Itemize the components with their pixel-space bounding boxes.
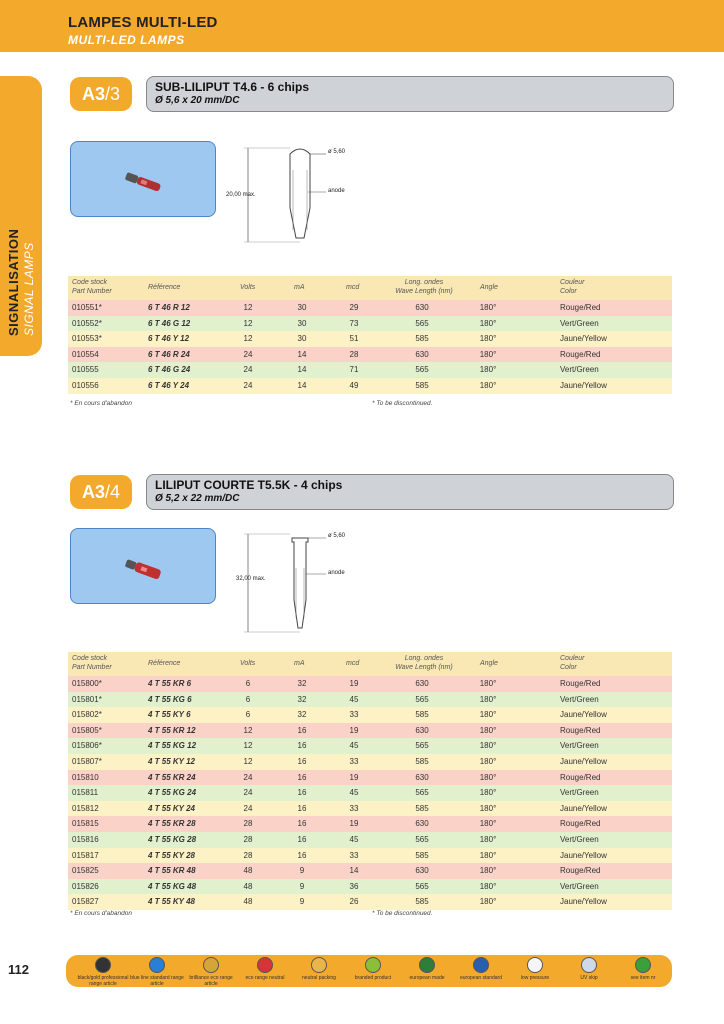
cell-ref: 4 T 55 KY 12 [148, 756, 195, 766]
legend-icon [95, 957, 111, 973]
col-code [72, 278, 112, 296]
product-photo [70, 528, 216, 604]
cell-angle: 180° [479, 850, 497, 860]
legend-label: european made [409, 975, 445, 981]
cell-color: Rouge/Red [560, 349, 601, 359]
cell-volts: 6 [245, 679, 251, 688]
table-row [68, 723, 672, 739]
cell-mcd: 51 [349, 334, 359, 344]
table-row [68, 770, 672, 786]
cell-color: Rouge/Red [560, 772, 601, 782]
cell-wave: 585 [415, 803, 429, 813]
table-row [68, 331, 672, 347]
cell-ref: 4 T 55 KR 6 [148, 679, 192, 688]
diameter-label: ø 5,60 [328, 149, 346, 155]
cell-code: 015806* [72, 741, 102, 751]
cell-angle: 180° [479, 710, 497, 720]
col-wave [384, 654, 464, 672]
col-mcd: mcd [346, 660, 360, 667]
cell-mcd: 19 [349, 772, 359, 782]
note-fr: * En cours d'abandon [70, 910, 132, 917]
table-row [68, 692, 672, 708]
legend-item [346, 957, 400, 981]
col-code-fr: Code stock [72, 655, 108, 662]
legend-label: neutral packing [302, 975, 336, 981]
col-wave-fr: Long. ondes [404, 655, 444, 662]
section-dims: Ø 5,6 x 20 mm/DC [155, 95, 240, 106]
table-row [68, 362, 672, 378]
cell-angle: 180° [479, 866, 497, 876]
cell-mcd: 33 [349, 850, 359, 860]
cell-ma: 16 [297, 788, 307, 798]
cell-angle: 180° [479, 819, 497, 829]
col-volts: Volts [240, 284, 256, 291]
cell-color: Jaune/Yellow [560, 710, 607, 720]
cell-angle: 180° [479, 349, 497, 359]
legend-item [616, 957, 670, 981]
cell-wave: 585 [415, 850, 429, 860]
cell-ma: 16 [297, 756, 307, 766]
cell-code: 015827 [72, 897, 99, 907]
cell-code: 010556 [72, 380, 99, 390]
cell-ma: 16 [297, 772, 307, 782]
length-label: 32,00 max. [236, 576, 266, 582]
cell-ref: 4 T 55 KY 28 [148, 850, 195, 860]
side-tab-title: SIGNALISATION [6, 228, 21, 336]
note-en: * To be discontinued. [372, 400, 433, 407]
legend-icon [419, 957, 435, 973]
col-code-en: Part Number [72, 288, 112, 295]
cell-wave: 565 [415, 365, 429, 375]
cell-mcd: 36 [349, 881, 359, 891]
cell-ma: 16 [297, 803, 307, 813]
cell-ref: 4 T 55 KY 48 [148, 897, 195, 907]
cell-volts: 12 [243, 334, 253, 344]
cell-mcd: 71 [349, 365, 359, 375]
cell-angle: 180° [479, 897, 497, 907]
cell-wave: 585 [415, 756, 429, 766]
cell-color: Rouge/Red [560, 679, 601, 688]
cell-wave: 585 [415, 897, 429, 907]
col-wave-fr: Long. ondes [404, 279, 444, 286]
table-row [68, 801, 672, 817]
cell-angle: 180° [479, 679, 497, 688]
cell-angle: 180° [479, 318, 497, 328]
page-header [0, 0, 724, 52]
legend-icon [311, 957, 327, 973]
cell-angle: 180° [479, 788, 497, 798]
cell-angle: 180° [479, 380, 497, 390]
col-ref: Référence [148, 660, 181, 667]
table-row [68, 378, 672, 394]
legend-label: UV skip [580, 975, 598, 981]
table-row [68, 707, 672, 723]
cell-ma: 14 [297, 365, 307, 375]
cell-ref: 4 T 55 KR 12 [148, 725, 196, 735]
cell-code: 015802* [72, 710, 102, 720]
cell-ref: 4 T 55 KG 24 [148, 788, 197, 798]
cell-ma: 30 [297, 334, 307, 344]
cell-color: Jaune/Yellow [560, 803, 607, 813]
cell-color: Vert/Green [560, 365, 599, 375]
section-name: SUB-LILIPUT T4.6 - 6 chips [155, 80, 310, 94]
table-row [68, 754, 672, 770]
note-fr: * En cours d'abandon [70, 400, 132, 407]
cell-color: Jaune/Yellow [560, 850, 607, 860]
cell-ma: 32 [297, 694, 307, 704]
col-color-fr: Couleur [560, 279, 585, 286]
cell-code: 010554 [72, 349, 99, 359]
cell-code: 010551* [72, 303, 102, 312]
cell-ref: 4 T 55 KG 12 [148, 741, 197, 751]
table-row [68, 300, 672, 316]
cell-ma: 32 [297, 679, 307, 688]
legend-label: low pressure [520, 975, 550, 981]
legend-item [562, 957, 616, 981]
cell-angle: 180° [479, 725, 497, 735]
badge-main: A3 [81, 84, 105, 104]
note-en: * To be discontinued. [372, 910, 433, 917]
cell-wave: 585 [415, 334, 429, 344]
cell-code: 015805* [72, 725, 102, 735]
table-header [68, 276, 672, 300]
cell-wave: 630 [415, 349, 429, 359]
cell-mcd: 19 [349, 679, 359, 688]
legend-label: eco range neutral [245, 975, 285, 981]
lamp-photo-icon [71, 529, 215, 603]
cell-wave: 565 [415, 834, 429, 844]
cell-ref: 6 T 46 R 24 [148, 349, 190, 359]
cell-volts: 24 [243, 365, 253, 375]
table-row [68, 879, 672, 895]
legend-icon [527, 957, 543, 973]
cell-ma: 9 [299, 881, 305, 891]
cell-volts: 6 [245, 694, 251, 704]
cell-color: Rouge/Red [560, 866, 601, 876]
cell-ref: 6 T 46 R 12 [148, 303, 190, 312]
cell-code: 015810 [72, 772, 99, 782]
col-ma: mA [294, 284, 305, 291]
cell-code: 015826 [72, 881, 99, 891]
table-row [68, 816, 672, 832]
cell-ref: 6 T 46 Y 12 [148, 334, 190, 344]
table-row [68, 894, 672, 910]
cell-angle: 180° [479, 756, 497, 766]
cell-volts: 24 [243, 349, 253, 359]
cell-volts: 12 [243, 318, 253, 328]
cell-volts: 24 [243, 788, 253, 798]
cell-wave: 630 [415, 725, 429, 735]
cell-angle: 180° [479, 803, 497, 813]
cell-mcd: 45 [349, 834, 359, 844]
cell-mcd: 29 [349, 303, 359, 312]
cell-volts: 12 [243, 756, 253, 766]
cell-ma: 16 [297, 725, 307, 735]
cell-color: Vert/Green [560, 694, 599, 704]
cell-ma: 16 [297, 834, 307, 844]
anode-label: anode [328, 570, 345, 576]
cell-ma: 9 [299, 866, 305, 876]
cell-volts: 24 [243, 803, 253, 813]
cell-code: 010553* [72, 334, 102, 344]
cell-ref: 4 T 55 KR 48 [148, 866, 196, 876]
cell-color: Vert/Green [560, 741, 599, 751]
cell-angle: 180° [479, 303, 497, 312]
cell-mcd: 14 [349, 866, 359, 876]
cell-angle: 180° [479, 881, 497, 891]
cell-color: Vert/Green [560, 881, 599, 891]
cell-volts: 28 [243, 819, 253, 829]
legend-item [130, 957, 184, 987]
legend-label: black/gold professional range article [77, 975, 129, 987]
table-row [68, 832, 672, 848]
legend-label: branded product [354, 975, 392, 981]
col-volts: Volts [240, 660, 256, 667]
legend-icon [365, 957, 381, 973]
col-angle: Angle [480, 660, 498, 667]
section-title-box [146, 76, 674, 112]
cell-wave: 630 [415, 772, 429, 782]
page-number: 112 [8, 962, 29, 977]
legend-icon [149, 957, 165, 973]
cell-volts: 28 [243, 834, 253, 844]
col-mcd: mcd [346, 284, 360, 291]
cell-code: 010555 [72, 365, 99, 375]
cell-wave: 630 [415, 303, 429, 312]
cell-ma: 9 [299, 897, 305, 907]
cell-wave: 630 [415, 679, 429, 688]
cell-volts: 6 [245, 710, 251, 720]
cell-code: 015800* [72, 679, 102, 688]
cell-mcd: 45 [349, 788, 359, 798]
col-color [560, 654, 585, 672]
spec-table [68, 276, 672, 394]
section-dims: Ø 5,2 x 22 mm/DC [155, 493, 240, 504]
cell-color: Jaune/Yellow [560, 897, 607, 907]
cell-volts: 12 [243, 303, 253, 312]
table-row [68, 347, 672, 363]
cell-wave: 565 [415, 694, 429, 704]
cell-code: 015811 [72, 788, 99, 798]
col-color-fr: Couleur [560, 655, 585, 662]
cell-ref: 4 T 55 KR 24 [148, 772, 196, 782]
cell-volts: 24 [243, 772, 253, 782]
page-title: LAMPES MULTI-LED [68, 14, 218, 31]
legend-item [184, 957, 238, 987]
legend-item [508, 957, 562, 981]
cell-wave: 565 [415, 318, 429, 328]
col-wave-en: Wave Length (nm) [395, 664, 453, 671]
cell-ref: 4 T 55 KR 28 [148, 819, 196, 829]
col-wave-en: Wave Length (nm) [395, 288, 453, 295]
cell-angle: 180° [479, 365, 497, 375]
col-color [560, 278, 585, 296]
anode-label: anode [328, 188, 345, 194]
legend-icon [473, 957, 489, 973]
col-wave [384, 278, 464, 296]
cell-wave: 585 [415, 710, 429, 720]
lamp-drawing [230, 528, 370, 643]
cell-ma: 14 [297, 349, 307, 359]
legend-item [238, 957, 292, 981]
badge-main: A3 [81, 482, 105, 502]
cell-code: 015817 [72, 850, 99, 860]
cell-mcd: 73 [349, 318, 359, 328]
cell-ma: 14 [297, 380, 307, 390]
spec-table [68, 652, 672, 910]
legend-icon [257, 957, 273, 973]
col-ref: Référence [148, 284, 181, 291]
legend-item [292, 957, 346, 981]
diameter-label: ø 5,60 [328, 533, 346, 539]
cell-wave: 565 [415, 741, 429, 751]
legend-label: blue line standard range article [130, 975, 184, 987]
cell-color: Vert/Green [560, 788, 599, 798]
cell-mcd: 26 [349, 897, 359, 907]
legend-icon [203, 957, 219, 973]
legend-item [454, 957, 508, 981]
cell-code: 015801* [72, 694, 102, 704]
cell-angle: 180° [479, 772, 497, 782]
cell-ref: 4 T 55 KG 48 [148, 881, 197, 891]
legend-item [400, 957, 454, 981]
cell-volts: 24 [243, 380, 253, 390]
badge-sub: /4 [105, 482, 121, 502]
cell-mcd: 49 [349, 380, 359, 390]
section-title-box [146, 474, 674, 510]
cell-code: 015812 [72, 803, 99, 813]
lamp-photo-icon [71, 142, 215, 216]
length-label: 20,00 max. [226, 192, 256, 198]
side-tab-subtitle: SIGNAL LAMPS [22, 242, 36, 336]
table-row [68, 316, 672, 332]
cell-angle: 180° [479, 741, 497, 751]
cell-mcd: 28 [349, 349, 359, 359]
table-row [68, 848, 672, 864]
cell-code: 010552* [72, 318, 102, 328]
legend-label: see item nr [630, 975, 656, 981]
cell-ma: 30 [297, 318, 307, 328]
cell-mcd: 45 [349, 741, 359, 751]
cell-volts: 12 [243, 741, 253, 751]
section-name: LILIPUT COURTE T5.5K - 4 chips [155, 478, 343, 492]
cell-color: Jaune/Yellow [560, 756, 607, 766]
table-body [68, 300, 672, 394]
cell-ref: 6 T 46 Y 24 [148, 380, 190, 390]
cell-color: Vert/Green [560, 318, 599, 328]
legend-label: european standard [460, 975, 502, 981]
cell-mcd: 19 [349, 725, 359, 735]
cell-ref: 4 T 55 KY 6 [148, 710, 191, 720]
lamp-drawing [226, 140, 370, 255]
legend-label: brilliance eco range article [189, 975, 233, 987]
cell-color: Rouge/Red [560, 725, 601, 735]
cell-volts: 12 [243, 725, 253, 735]
cell-angle: 180° [479, 694, 497, 704]
page-subtitle: MULTI-LED LAMPS [68, 33, 185, 47]
legend-item [76, 957, 130, 987]
cell-mcd: 33 [349, 803, 359, 813]
col-ma: mA [294, 660, 305, 667]
cell-ma: 16 [297, 741, 307, 751]
cell-code: 015825 [72, 866, 99, 876]
legend-icon [635, 957, 651, 973]
cell-ma: 30 [297, 303, 307, 312]
table-row [68, 785, 672, 801]
cell-ma: 16 [297, 850, 307, 860]
cell-color: Jaune/Yellow [560, 334, 607, 344]
cell-wave: 585 [415, 380, 429, 390]
col-code-en: Part Number [72, 664, 112, 671]
cell-ref: 6 T 46 G 12 [148, 318, 191, 328]
section-badge [70, 77, 132, 111]
product-photo [70, 141, 216, 217]
col-code [72, 654, 112, 672]
cell-code: 015816 [72, 834, 99, 844]
col-code-fr: Code stock [72, 279, 108, 286]
badge-sub: /3 [105, 84, 121, 104]
cell-mcd: 33 [349, 710, 359, 720]
cell-wave: 630 [415, 819, 429, 829]
col-color-en: Color [560, 288, 577, 295]
cell-ref: 6 T 46 G 24 [148, 365, 191, 375]
cell-color: Jaune/Yellow [560, 380, 607, 390]
cell-wave: 565 [415, 881, 429, 891]
table-header [68, 652, 672, 676]
cell-ref: 4 T 55 KG 28 [148, 834, 197, 844]
cell-volts: 28 [243, 850, 253, 860]
cell-ma: 16 [297, 819, 307, 829]
section-badge [70, 475, 132, 509]
cell-code: 015815 [72, 819, 99, 829]
cell-wave: 630 [415, 866, 429, 876]
cell-volts: 48 [243, 897, 253, 907]
col-angle: Angle [480, 284, 498, 291]
cell-volts: 48 [243, 866, 253, 876]
cell-code: 015807* [72, 756, 102, 766]
table-row [68, 863, 672, 879]
col-color-en: Color [560, 664, 577, 671]
cell-ref: 4 T 55 KY 24 [148, 803, 195, 813]
cell-mcd: 33 [349, 756, 359, 766]
cell-ma: 32 [297, 710, 307, 720]
table-row [68, 676, 672, 692]
side-tab [0, 76, 42, 356]
cell-wave: 565 [415, 788, 429, 798]
cell-angle: 180° [479, 334, 497, 344]
cell-color: Vert/Green [560, 834, 599, 844]
cell-color: Rouge/Red [560, 819, 601, 829]
cell-ref: 4 T 55 KG 6 [148, 694, 192, 704]
legend-icon [581, 957, 597, 973]
cell-volts: 48 [243, 881, 253, 891]
cell-color: Rouge/Red [560, 303, 601, 312]
cell-angle: 180° [479, 834, 497, 844]
table-row [68, 738, 672, 754]
footer-legend [66, 955, 672, 987]
table-body [68, 676, 672, 910]
cell-mcd: 19 [349, 819, 359, 829]
cell-mcd: 45 [349, 694, 359, 704]
